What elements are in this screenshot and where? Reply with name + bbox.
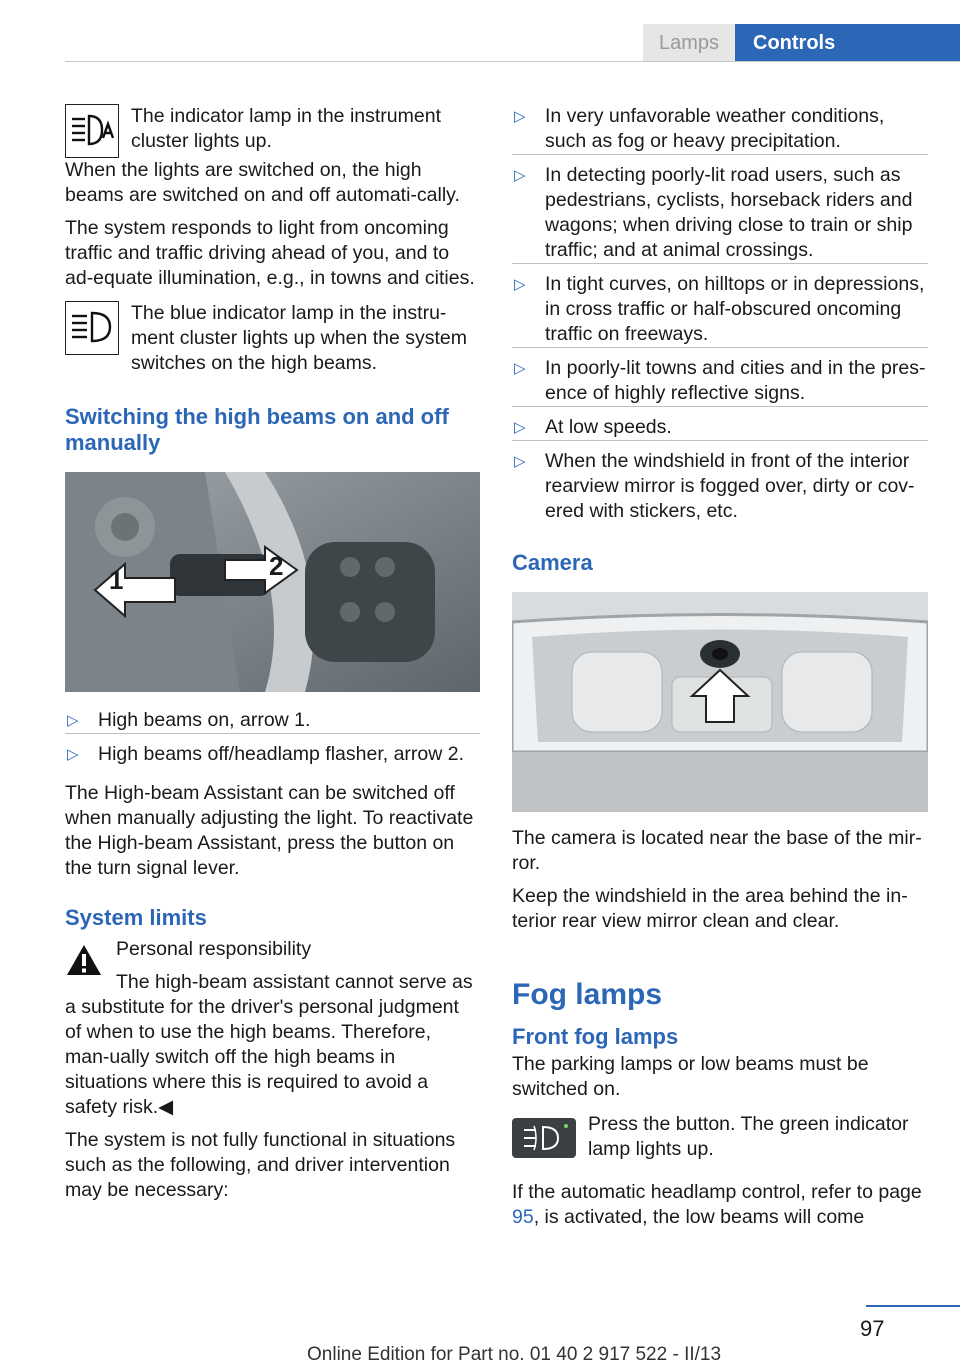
heading-fog-lamps: Fog lamps: [512, 978, 663, 1011]
camera-para-2: Keep the windshield in the area behind the in‐terior rear view mirror clean and clear.: [512, 885, 908, 932]
steering-lever-photo: [65, 472, 480, 692]
fog-button-text: Press the button. The green indicator lamp lights up.: [588, 1113, 909, 1160]
high-beam-icon: [65, 301, 119, 355]
right-column: [512, 104, 928, 1238]
header-tab-lamps[interactable]: Lamps: [643, 24, 735, 62]
fog-para-2-text-end: , is activated, the low beams will come: [533, 1206, 865, 1228]
left-column: [65, 104, 480, 1211]
arrow-1-label: 1: [109, 565, 124, 595]
heading-system-limits: System limits: [65, 905, 207, 930]
warning-title: Personal responsibility: [116, 938, 312, 960]
left-para-4: The system is not fully functional in situations such as the following, and driver intervention may be necessary:: [65, 1129, 456, 1201]
fog-para-1: The parking lamps or low beams must be switched on.: [512, 1053, 869, 1100]
list-item: ▷ At low speeds.: [512, 415, 928, 441]
indicator2-text: The blue indicator lamp in the instru‐ment cluster lights up when the system switches on the high beams.: [131, 302, 467, 374]
list-item: ▷ In very unfavorable weather conditions, such as fog or heavy precipitation.: [512, 104, 928, 155]
list-item: ▷ In poorly-lit towns and cities and in the pres‐ence of highly reflective signs.: [512, 356, 928, 407]
fog-button-block: [512, 1112, 928, 1162]
list-item: ▷ In detecting poorly-lit road users, such as pedestrians, cyclists, horseback riders and wagons; when driving close to train or ship traffic; and at animal crossings.: [512, 163, 928, 264]
list-item: ▷ High beams on, arrow 1.: [65, 708, 480, 734]
heading-manual-high-beams: Switching the high beams on and off manually: [65, 404, 449, 455]
system-limits-bullets: [512, 104, 928, 524]
left-para-3: The High-beam Assistant can be switched off when manually adjusting the light. To reactivate the High-beam Assistant, press the button on the turn signal lever.: [65, 782, 474, 879]
fog-para-2: [512, 1180, 928, 1230]
camera-photo: [512, 592, 928, 812]
indicator-lamp-block: [65, 104, 480, 158]
front-fog-lamp-icon: [512, 1118, 576, 1158]
warning-block: [65, 937, 480, 1120]
auto-high-beam-icon: [65, 104, 119, 158]
warning-text: The high-beam assistant cannot serve as a substitute for the driver's personal judgment of when to use the high beams. Therefore, man‐ually switch off the high beams in situations where this is required to avoid a safety risk.◀: [65, 971, 473, 1118]
heading-front-fog-lamps: Front fog lamps: [512, 1024, 679, 1049]
list-item: ▷ When the windshield in front of the interior rearview mirror is fogged over, dirty or cov‐ered with stickers, etc.: [512, 449, 928, 524]
page-number: 97: [860, 1316, 885, 1341]
edition-footer: Online Edition for Part no. 01 40 2 917 522 - II/13: [307, 1344, 722, 1365]
indicator-lamp-block-2: [65, 301, 480, 376]
left-para-1: When the lights are switched on, the high beams are switched on and off automati‐cally.: [65, 159, 460, 206]
left-para-2: The system responds to light from oncoming traffic and traffic driving ahead of you, and to ad‐equate illumination, e.g., in towns and cities.: [65, 217, 475, 289]
header-tab-controls[interactable]: Controls: [735, 24, 960, 62]
list-item: ▷ In tight curves, on hilltops or in depressions, in cross traffic or half-obscured oncoming traffic on freeways.: [512, 272, 928, 348]
warning-triangle-icon: [65, 943, 103, 977]
header-divider: [65, 61, 960, 62]
footer-divider: [866, 1305, 960, 1307]
high-beam-bullets: [65, 708, 480, 767]
fog-para-2-text: If the automatic headlamp control, refer to page: [512, 1181, 922, 1203]
list-item: ▷ High beams off/headlamp flasher, arrow 2.: [65, 742, 480, 767]
indicator1-text: The indicator lamp in the instrument cluster lights up.: [131, 105, 441, 152]
camera-para-1: The camera is located near the base of the mir‐ror.: [512, 827, 922, 874]
heading-camera: Camera: [512, 550, 593, 575]
arrow-2-label: 2: [269, 551, 284, 581]
page-reference-link[interactable]: 95: [512, 1206, 534, 1228]
